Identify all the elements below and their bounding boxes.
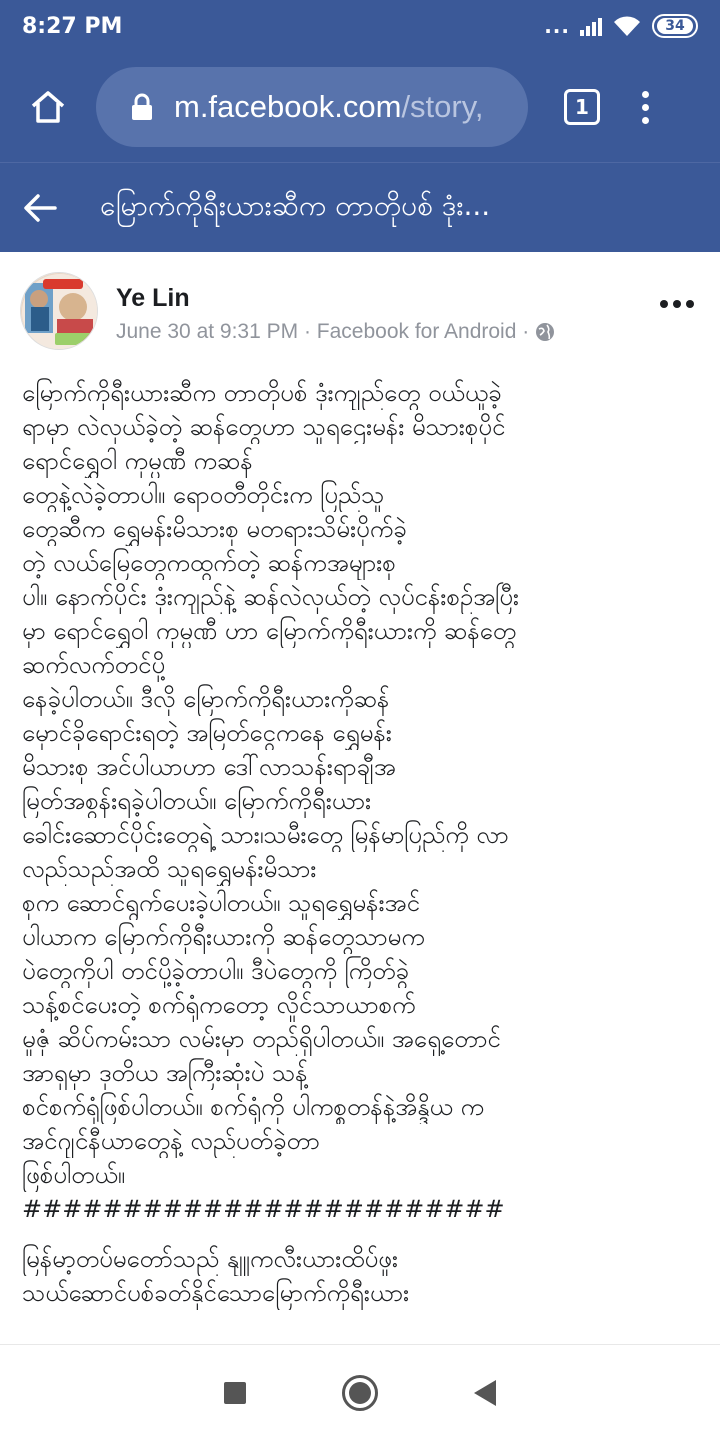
post-line: မြန်မာ့တပ်မတော်သည် နျူကလီးယားထိပ်ဖူး [22, 1245, 398, 1273]
post-line: တဲ့ လယ်မြေတွေကထွက်တဲ့ ဆန်ကအများစု [22, 549, 396, 577]
post-line: ရောင်ရွှေဝါ ကုမ္ပဏီ ကဆန် [22, 447, 253, 475]
more-vert-icon[interactable] [642, 91, 649, 124]
post-timestamp[interactable]: June 30 at 9:31 PM · Facebook for Android · [116, 320, 530, 343]
url-text [174, 89, 484, 125]
post-line: ဆက်လက်တင်ပို့ [22, 651, 166, 679]
post-line: ပါယာက မြောက်ကိုရီးယားကို ဆန်တွေသာမက [22, 923, 425, 951]
home-button[interactable] [0, 52, 96, 162]
back-triangle-icon[interactable] [474, 1380, 496, 1406]
arrow-left-icon [23, 193, 57, 223]
tab-switcher-button[interactable]: 1 [564, 89, 600, 125]
post-line: မှုဇုံ ဆိပ်ကမ်းသာ လမ်းမှာ တည်ရှိပါတယ်။ အရှေ့တောင် [22, 1025, 501, 1053]
url-host: m.facebook.com [174, 89, 402, 124]
post-line: မှောင်ခိုရောင်းရတဲ့ အမြတ်ငွေကနေ ရွှေမန်း [22, 719, 392, 747]
post-line: မြောက်ကိုရီးယားဆီက တာတိုပစ် ဒုံးကျည်တွေ ဝယ်ယူခဲ့ [22, 379, 502, 407]
post-line: ######################## [22, 1195, 505, 1223]
status-icons [544, 14, 698, 38]
post-line: သန့်စင်ပေးတဲ့ စက်ရုံကတော့ လှိုင်သာယာစက် [22, 991, 416, 1019]
post-text [22, 376, 702, 1226]
globe-icon [535, 322, 555, 342]
address-bar[interactable] [96, 67, 528, 147]
author-name[interactable]: Ye Lin [116, 284, 190, 312]
page-header [0, 162, 720, 252]
page-title: မြောက်ကိုရီးယားဆီက တာတိုပစ် ဒုံး... [100, 188, 491, 222]
home-icon [28, 87, 68, 127]
post-line: စင်စက်ရုံဖြစ်ပါတယ်။ စက်ရုံကို ပါကစ္စတန်နဲ့အိန္ဒိယ က [22, 1093, 484, 1121]
back-button[interactable] [0, 163, 80, 253]
post-line: ဖြစ်ပါတယ်။ [22, 1161, 126, 1189]
post-line: တွေဆီက ရွှေမန်းမိသားစု မတရားသိမ်းပိုက်ခဲ့ [22, 515, 407, 543]
status-dots: ... [544, 14, 570, 38]
post-line: ပါ။ နောက်ပိုင်း ဒုံးကျည်နဲ့ ဆန်လဲလှယ်တဲ့ လုပ်ငန်းစဥ်အပြီး [22, 583, 519, 611]
more-horiz-icon[interactable] [660, 300, 694, 308]
post-line: သယ်ဆောင်ပစ်ခတ်နိုင်သောမြောက်ကိုရီးယား [22, 1279, 410, 1307]
post-meta [116, 320, 555, 344]
battery-level: 34 [657, 18, 693, 34]
recents-icon[interactable] [224, 1382, 246, 1404]
post-body [22, 376, 702, 1342]
post-line: စုက ဆောင်ရွက်ပေးခဲ့ပါတယ်။ သူရရွှေမန်းအင် [22, 889, 420, 917]
post-line: ပဲတွေကိုပါ တင်ပို့ခဲ့တာပါ။ ဒီပဲတွေကို ကြိတ်ခွဲ [22, 957, 409, 985]
post-line: တွေနဲ့လဲခဲ့တာပါ။ ရောဝတီတိုင်းက ပြည်သူ [22, 481, 385, 509]
post-line: အာရှမှာ ဒုတိယ အကြီးဆုံးပဲ သန့် [22, 1059, 308, 1087]
system-nav-bar [0, 1344, 720, 1440]
post-text-continued [22, 1242, 702, 1310]
post-header [0, 252, 720, 372]
post-line: ရာမှာ လဲလှယ်ခဲ့တဲ့ ဆန်တွေဟာ သူရဌေးမန်း မိသားစုပိုင် [22, 413, 506, 441]
post-line: နေခဲ့ပါတယ်။ ဒီလို မြောက်ကိုရီးယားကိုဆန် [22, 685, 390, 713]
post-line: ခေါင်းဆောင်ပိုင်းတွေရဲ့ သား၊သမီးတွေ မြန်မာပြည်ကို လာ [22, 821, 509, 849]
url-path: /story, [401, 89, 484, 124]
post-line: မိသားစု အင်ပါယာဟာ ဒေါ်လာသန်းရာချီအ [22, 753, 396, 781]
post-line: မြတ်အစွန်းရခဲ့ပါတယ်။ မြောက်ကိုရီးယား [22, 787, 372, 815]
lock-icon [130, 93, 154, 121]
post-line: မှာ ရောင်ရွှေဝါ ကုမ္ပဏီ ဟာ မြောက်ကိုရီးယားကို ဆန်တွေ [22, 617, 517, 645]
status-bar [0, 0, 720, 52]
battery-icon [652, 14, 698, 38]
post-line: အင်ဂျင်နီယာတွေနဲ့ လည်ပတ်ခဲ့တာ [22, 1127, 320, 1155]
post-line: လည်သည်အထိ သူရရွှေမန်းမိသား [22, 855, 317, 883]
wifi-icon [612, 15, 642, 37]
home-circle-icon[interactable] [342, 1375, 378, 1411]
avatar-image [21, 273, 98, 350]
paragraph-gap [22, 1226, 702, 1242]
avatar[interactable] [20, 272, 98, 350]
signal-icon [580, 16, 602, 36]
browser-toolbar [0, 52, 720, 162]
status-time: 8:27 PM [22, 13, 123, 39]
